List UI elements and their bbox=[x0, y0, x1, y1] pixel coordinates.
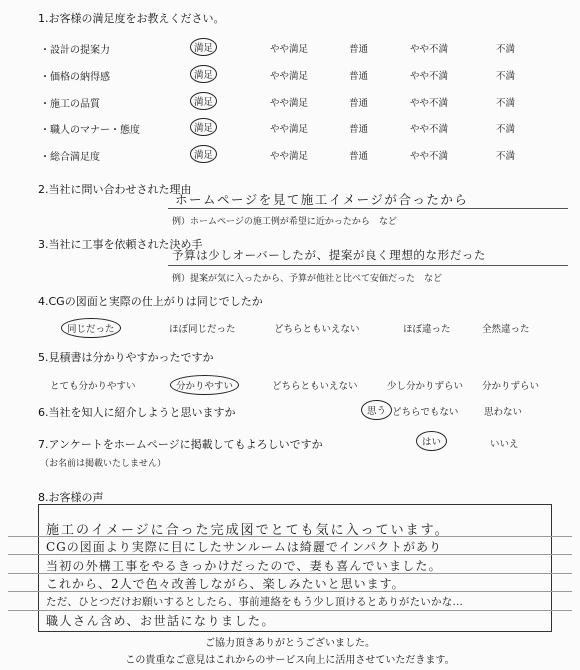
q1-row-label: ・価格の納得感 bbox=[40, 72, 110, 83]
q1-row2-option[interactable]: やや満足 bbox=[270, 71, 309, 82]
q7-title: 7.アンケートをホームページに掲載してもよろしいですか bbox=[38, 438, 323, 451]
q5-option[interactable]: どちらともいえない bbox=[272, 381, 358, 392]
q1-row3-option[interactable]: 不満 bbox=[496, 98, 516, 109]
footer-message: この貴重なご意見はこれからのサービス向上に活用させていただきます。 bbox=[125, 655, 455, 666]
q5-option[interactable]: 分かりずらい bbox=[482, 381, 540, 392]
q1-row1-option[interactable]: 普通 bbox=[349, 44, 369, 55]
voice-line: 施工のイメージに合った完成図でとても気に入っています。 bbox=[46, 523, 450, 538]
q1-row5-option[interactable]: 普通 bbox=[349, 151, 369, 162]
q1-row4-option[interactable]: 不満 bbox=[496, 124, 516, 135]
q1-row-label: ・施工の品質 bbox=[40, 99, 100, 110]
q1-row5-option-circled[interactable]: 満足 bbox=[190, 145, 217, 163]
q6-option-circled[interactable]: 思う bbox=[361, 400, 392, 420]
voice-line: 当初の外構工事をやるきっかけだったので、妻も喜んでいました。 bbox=[46, 559, 442, 573]
q3-answer-underline bbox=[168, 265, 568, 266]
q1-row2-option[interactable]: 不満 bbox=[496, 71, 516, 82]
voice-line: 職人さん含め、お世話になりました。 bbox=[46, 614, 276, 628]
q5-title: 5.見積書は分かりやすかったですか bbox=[38, 351, 214, 364]
footer-thanks: ご協力頂きありがとうございました。 bbox=[205, 638, 375, 649]
q3-example: 例）提案が気に入ったから、予算が他社と比べて安価だった など bbox=[172, 274, 443, 284]
q5-option[interactable]: とても分かりやすい bbox=[50, 381, 136, 392]
q1-row3-option[interactable]: やや不満 bbox=[410, 98, 449, 109]
q1-row5-option[interactable]: やや満足 bbox=[270, 151, 309, 162]
q4-option[interactable]: どちらともいえない bbox=[274, 324, 360, 335]
q6-option[interactable]: どちらでもない bbox=[392, 407, 459, 418]
q4-option[interactable]: 全然違った bbox=[482, 324, 530, 335]
voice-line: これから、2人で色々改善しながら、楽しみたいと思います。 bbox=[46, 577, 405, 591]
q1-row-label: ・職人のマナー・態度 bbox=[40, 125, 140, 136]
q4-option[interactable]: ほぼ違った bbox=[403, 324, 451, 335]
q6-option[interactable]: 思わない bbox=[484, 407, 523, 418]
ruled-line bbox=[8, 610, 572, 611]
q1-title: 1.お客様の満足度をお教えください。 bbox=[38, 12, 225, 25]
q1-row5-option[interactable]: やや不満 bbox=[410, 151, 449, 162]
q1-row1-option[interactable]: 不満 bbox=[496, 44, 516, 55]
voice-line: CGの図面より実際に目にしたサンルームは綺麗でインパクトがあり bbox=[46, 540, 443, 554]
q4-option-circled[interactable]: 同じだった bbox=[61, 318, 121, 338]
q1-row2-option[interactable]: 普通 bbox=[349, 71, 369, 82]
q2-title: 2.当社に問い合わせされた理由 bbox=[38, 183, 192, 196]
q7-option-circled[interactable]: はい bbox=[416, 431, 447, 451]
q7-note: （お名前は掲載いたしません） bbox=[40, 459, 167, 469]
q5-option[interactable]: 少し分かりずらい bbox=[387, 381, 464, 392]
q1-row-label: ・設計の提案力 bbox=[40, 45, 110, 56]
q3-title: 3.当社に工事を依頼された決め手 bbox=[38, 238, 203, 251]
q8-title: 8.お客様の声 bbox=[38, 491, 104, 504]
q1-row4-option[interactable]: 普通 bbox=[349, 124, 369, 135]
q1-row1-option[interactable]: やや不満 bbox=[410, 44, 449, 55]
q1-row1-option[interactable]: やや満足 bbox=[270, 44, 309, 55]
q4-title: 4.CGの図面と実際の仕上がりは同じでしたか bbox=[38, 295, 263, 308]
q2-example: 例）ホームページの施工例が希望に近かったから など bbox=[172, 217, 397, 227]
q3-handwritten-answer: 予算は少しオーバーしたが、提案が良く理想的な形だった bbox=[172, 248, 487, 262]
q2-answer-underline bbox=[168, 208, 568, 209]
q7-option[interactable]: いいえ bbox=[490, 439, 519, 450]
q1-row1-option-circled[interactable]: 満足 bbox=[190, 38, 217, 56]
q4-option[interactable]: ほぼ同じだった bbox=[169, 324, 236, 335]
q1-row3-option[interactable]: やや満足 bbox=[270, 98, 309, 109]
voice-line: ただ、ひとつだけお願いするとしたら、事前連絡をもう少し頂けるとありがたいかな… bbox=[46, 596, 464, 608]
q1-row-label: ・総合満足度 bbox=[40, 152, 100, 163]
q1-row2-option-circled[interactable]: 満足 bbox=[190, 65, 217, 83]
q1-row3-option[interactable]: 普通 bbox=[349, 98, 369, 109]
q1-row5-option[interactable]: 不満 bbox=[496, 151, 516, 162]
q5-option-circled[interactable]: 分かりやすい bbox=[170, 375, 239, 395]
q1-row4-option[interactable]: やや不満 bbox=[410, 124, 449, 135]
q1-row4-option[interactable]: やや満足 bbox=[270, 124, 309, 135]
q1-row4-option-circled[interactable]: 満足 bbox=[190, 118, 217, 136]
q1-row2-option[interactable]: やや不満 bbox=[410, 71, 449, 82]
q2-handwritten-answer: ホームページを見て施工イメージが合ったから bbox=[175, 192, 469, 207]
q6-title: 6.当社を知人に紹介しようと思いますか bbox=[38, 406, 236, 419]
q1-row3-option-circled[interactable]: 満足 bbox=[190, 92, 217, 110]
